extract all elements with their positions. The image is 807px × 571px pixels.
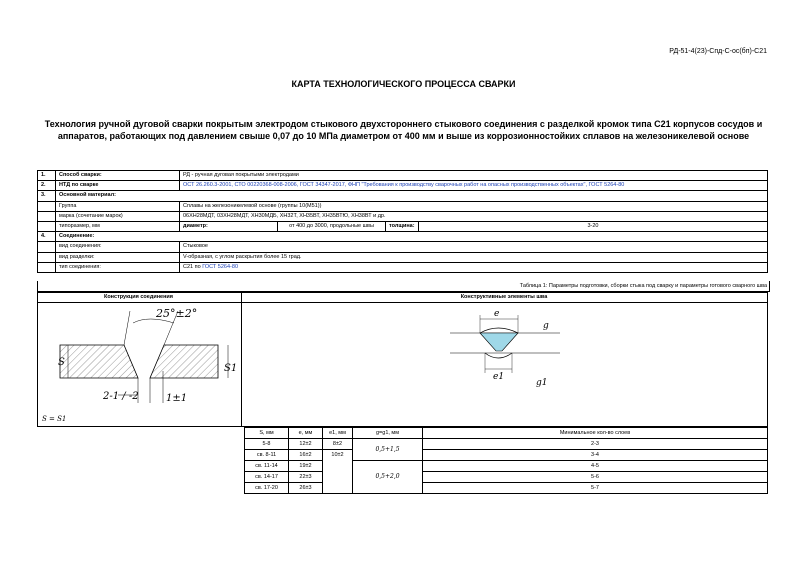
table-row — [38, 242, 768, 252]
subtitle-line-2: аппаратов, работающих под давлением свыше 0,07 до 10 МПа диаметром от 400 мм и выше из коррозионностойких сплавов на железоникелевой основе — [57, 131, 750, 141]
weld-drawing-header: Конструктивные элементы шва — [460, 294, 548, 300]
table-cell: 5-7 — [423, 483, 768, 494]
column-header: e1, мм — [323, 428, 353, 439]
table-row — [38, 201, 768, 211]
info-table — [37, 170, 768, 273]
table-cell: 0,5+1,5 — [353, 439, 423, 461]
column-header: Минимальное кол-во слоев — [423, 428, 768, 439]
standard-link[interactable]: ГОСТ 5264-80 — [202, 263, 238, 270]
row-value: Стыковое — [180, 242, 768, 252]
row-label: Основной материал: — [56, 191, 768, 201]
gap-label: 2-1 / -2 — [103, 391, 139, 402]
thickness-value: 3-20 — [419, 221, 768, 231]
row-label: вид разделки: — [56, 252, 180, 262]
table-cell: св. 14-17 — [245, 472, 289, 483]
table-caption: Таблица 1: Параметры подготовки, сборки стыка под сварку и параметры готового сварного шва — [519, 283, 767, 289]
row-value: РД - ручная дуговая покрытыми электродами — [180, 171, 768, 181]
page-title: КАРТА ТЕХНОЛОГИЧЕСКОГО ПРОЦЕССА СВАРКИ — [291, 79, 516, 89]
joint-type: С21 по — [183, 263, 203, 270]
table-cell: св. 17-20 — [245, 483, 289, 494]
row-value: 06ХН28МДТ, 03ХН28МДТ, ХН30МДБ, ХН32Т, ХН35ВТ, ХН35ВТЮ, ХН38ВТ и др. — [180, 211, 768, 221]
row-label: тип соединения: — [56, 262, 180, 272]
table-cell: 26±3 — [289, 483, 323, 494]
row-number: 3. — [38, 191, 56, 201]
row-number: 2. — [38, 181, 56, 191]
row-label: Способ сварки: — [56, 171, 180, 181]
row-label: Соединение: — [56, 232, 768, 242]
diameter-label: диаметр: — [180, 221, 278, 231]
table-header-row — [245, 428, 768, 439]
left-plate — [60, 345, 138, 378]
table-cell: 12±2 — [289, 439, 323, 450]
table-cell: 0,5+2,0 — [353, 461, 423, 494]
width-e-label: e — [494, 309, 500, 319]
blank-cell — [38, 211, 56, 221]
table-row — [38, 191, 768, 201]
table-cell: 5-8 — [245, 439, 289, 450]
table-cell: 3-4 — [423, 450, 768, 461]
subtitle-line-1: Технология ручной дуговой сварки покрытым электродом стыкового двухстороннего стыкового соединения с разделкой кромок типа С21 корпусов сосудов и — [44, 119, 763, 129]
table-cell: 22±3 — [289, 472, 323, 483]
angle-label: 25°±2° — [156, 307, 198, 320]
right-plate — [150, 345, 218, 378]
row-value: V-образная, с углом раскрытия более 15 град. — [180, 252, 768, 262]
table-row — [38, 171, 768, 181]
page-subtitle — [30, 118, 777, 142]
thickness-s-label: S — [58, 357, 65, 368]
reinforcement-g-label: g — [543, 321, 549, 331]
row-label: Группа — [56, 201, 180, 211]
table-row — [38, 252, 768, 262]
row-label: типоразмер, мм — [56, 221, 180, 231]
column-header: e, мм — [289, 428, 323, 439]
edge-label: 1±1 — [166, 393, 188, 404]
document-code: РД-51-4(23)-Спд-С-ос(бп)-С21 — [669, 48, 767, 55]
thickness-label: толщина: — [386, 221, 419, 231]
table-cell: 19±2 — [289, 461, 323, 472]
table-cell: св. 8-11 — [245, 450, 289, 461]
table-row — [38, 232, 768, 242]
table-cell: 16±2 — [289, 450, 323, 461]
thickness-s1-label: S1 — [224, 363, 238, 374]
table-cell: 8±2 — [323, 439, 353, 450]
joint-construction-drawing — [38, 303, 239, 424]
table-row — [245, 439, 768, 450]
table-row — [38, 181, 768, 191]
row-value — [180, 262, 768, 272]
joint-drawing-header: Конструкция соединения — [103, 294, 174, 300]
table-row — [38, 221, 768, 231]
table-row — [38, 262, 768, 272]
standards-links[interactable]: ОСТ 26.260.3-2001, СТО 00220368-008-2006, ГОСТ 34347-2017, ФНП "Требования к производству сварочных работ на опасных производственных объектах", ГОСТ 5264-80 — [180, 181, 768, 191]
weld-bead — [480, 333, 518, 351]
diameter-value: от 400 до 3000, продольные швы — [278, 221, 386, 231]
row-label: НТД по сварке — [56, 181, 180, 191]
blank-cell — [38, 201, 56, 211]
blank-cell — [38, 262, 56, 272]
row-label: марка (сочетание марок) — [56, 211, 180, 221]
table-cell: св. 11-14 — [245, 461, 289, 472]
table-row — [245, 450, 768, 461]
width-e1-label: e1 — [493, 372, 505, 382]
table-cell: 2-3 — [423, 439, 768, 450]
table-cell: 10±2 — [323, 450, 353, 494]
reinforcement-g1-label: g1 — [536, 378, 548, 388]
row-label: вид соединения: — [56, 242, 180, 252]
thickness-formula: S = S1 — [42, 415, 67, 423]
table-row — [38, 211, 768, 221]
row-value: Сплавы на железоникелевой основе (группы 10(М51)) — [180, 201, 768, 211]
table-cell: 5-6 — [423, 472, 768, 483]
table-cell: 4-5 — [423, 461, 768, 472]
weld-elements-drawing — [440, 303, 570, 393]
parameters-table — [244, 427, 768, 494]
column-header: S, мм — [245, 428, 289, 439]
blank-cell — [38, 252, 56, 262]
blank-cell — [38, 221, 56, 231]
column-header: g=g1, мм — [353, 428, 423, 439]
row-number: 1. — [38, 171, 56, 181]
blank-cell — [38, 242, 56, 252]
row-number: 4. — [38, 232, 56, 242]
